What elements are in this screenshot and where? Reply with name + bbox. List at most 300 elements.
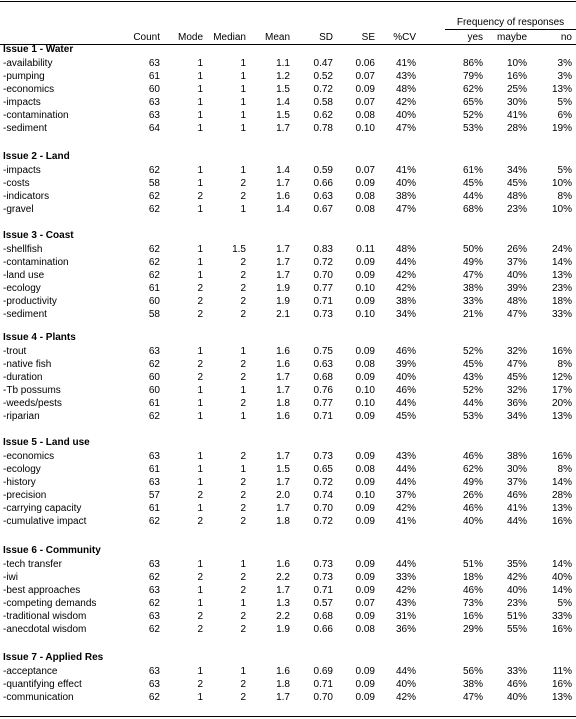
maybe-cell: 32% [506, 345, 527, 357]
se-cell: 0.09 [355, 516, 375, 527]
mean-cell: 1.6 [276, 190, 290, 202]
median-cell: 2 [240, 371, 246, 383]
frequency-heading-rule [445, 29, 576, 30]
yes-cell: 56% [462, 665, 483, 677]
mode-cell: 2 [197, 295, 203, 307]
row-label: -pumping [3, 70, 45, 82]
no-cell: 14% [551, 584, 572, 596]
yes-cell: 45% [462, 177, 483, 189]
mode-cell: 1 [197, 243, 203, 255]
se-cell: 0.09 [355, 502, 375, 514]
no-cell: 13% [551, 502, 572, 514]
cv-cell: 42% [395, 502, 416, 514]
median-cell: 2 [240, 691, 246, 703]
cv-cell: 39% [395, 358, 416, 370]
row-label: -trout [3, 345, 27, 357]
no-cell: 12% [551, 371, 572, 383]
mean-cell: 1.7 [276, 584, 290, 596]
no-cell: 8% [557, 463, 572, 475]
sd-cell: 0.70 [313, 691, 333, 703]
median-cell: 2 [240, 256, 246, 268]
no-cell: 11% [552, 665, 572, 677]
mean-cell: 1.4 [276, 203, 290, 215]
se-cell: 0.09 [355, 571, 375, 583]
count-cell: 63 [148, 96, 160, 108]
se-cell: 0.11 [356, 243, 375, 255]
row-label: -carrying capacity [3, 502, 82, 514]
column-header-no: no [560, 32, 572, 43]
column-header-mean: Mean [264, 32, 290, 43]
sd-cell: 0.57 [313, 597, 333, 609]
count-cell: 60 [148, 384, 160, 396]
section-heading: Issue 4 - Plants [3, 332, 76, 343]
no-cell: 33% [551, 309, 572, 320]
median-cell: 1 [240, 411, 246, 422]
se-cell: 0.10 [355, 282, 375, 294]
yes-cell: 62% [462, 83, 483, 95]
no-cell: 33% [551, 610, 572, 622]
section-heading: Issue 1 - Water [3, 44, 74, 55]
count-cell: 62 [148, 571, 160, 583]
no-cell: 40% [551, 571, 572, 583]
cv-cell: 40% [395, 678, 416, 690]
sd-cell: 0.62 [313, 109, 333, 121]
section-heading: Issue 3 - Coast [3, 230, 74, 241]
maybe-cell: 30% [506, 463, 527, 475]
count-cell: 63 [148, 345, 160, 357]
sd-cell: 0.72 [313, 83, 333, 95]
mode-cell: 1 [197, 502, 203, 514]
maybe-cell: 51% [506, 610, 527, 622]
median-cell: 2 [240, 309, 246, 320]
cv-cell: 38% [395, 190, 416, 202]
cv-cell: 42% [395, 584, 416, 596]
row-label: -Tb possums [3, 384, 61, 396]
mean-cell: 1.7 [276, 476, 290, 488]
maybe-cell: 44% [506, 516, 527, 527]
maybe-cell: 47% [506, 309, 527, 320]
se-cell: 0.09 [355, 678, 375, 690]
mean-cell: 2.1 [276, 309, 290, 320]
count-cell: 62 [148, 624, 160, 635]
maybe-cell: 47% [506, 358, 527, 370]
sd-cell: 0.75 [313, 345, 333, 357]
maybe-cell: 46% [506, 489, 527, 501]
row-label: -availability [3, 57, 53, 69]
count-cell: 61 [148, 70, 160, 82]
sd-cell: 0.68 [313, 371, 333, 383]
mean-cell: 1.9 [276, 282, 290, 294]
no-cell: 17% [551, 384, 572, 396]
median-cell: 1 [240, 558, 246, 570]
cv-cell: 44% [395, 476, 416, 488]
median-cell: 2 [240, 584, 246, 596]
maybe-cell: 48% [506, 190, 527, 202]
se-cell: 0.08 [355, 624, 375, 635]
yes-cell: 47% [462, 269, 483, 281]
mode-cell: 1 [197, 397, 203, 409]
count-cell: 63 [148, 558, 160, 570]
cv-cell: 36% [395, 624, 416, 635]
yes-cell: 40% [462, 516, 483, 527]
sd-cell: 0.69 [313, 665, 333, 677]
yes-cell: 46% [462, 450, 483, 462]
row-label: -communication [3, 691, 74, 703]
count-cell: 63 [148, 584, 160, 596]
cv-cell: 31% [395, 610, 416, 622]
count-cell: 63 [148, 109, 160, 121]
row-label: -indicators [3, 190, 50, 202]
mean-cell: 1.7 [276, 243, 290, 255]
yes-cell: 33% [462, 295, 483, 307]
se-cell: 0.09 [355, 610, 375, 622]
median-cell: 1 [240, 70, 246, 82]
mode-cell: 1 [197, 665, 203, 677]
mean-cell: 1.7 [276, 371, 290, 383]
row-label: -ecology [3, 463, 41, 475]
maybe-cell: 41% [506, 109, 527, 121]
count-cell: 62 [148, 256, 160, 268]
section-heading: Issue 2 - Land [3, 151, 70, 162]
mean-cell: 1.3 [276, 597, 290, 609]
maybe-cell: 16% [506, 70, 527, 82]
cv-cell: 43% [395, 450, 416, 462]
mode-cell: 2 [197, 282, 203, 294]
se-cell: 0.09 [355, 691, 375, 703]
no-cell: 13% [551, 83, 572, 95]
sd-cell: 0.66 [313, 624, 333, 635]
mean-cell: 1.9 [276, 624, 290, 635]
row-label: -traditional wisdom [3, 610, 87, 622]
sd-cell: 0.73 [313, 571, 333, 583]
sd-cell: 0.71 [313, 411, 333, 422]
yes-cell: 43% [462, 371, 483, 383]
median-cell: 1.5 [232, 243, 246, 255]
median-cell: 2 [240, 476, 246, 488]
no-cell: 16% [551, 624, 572, 635]
mode-cell: 1 [197, 164, 203, 176]
mean-cell: 1.7 [276, 502, 290, 514]
mean-cell: 1.8 [276, 516, 290, 527]
sd-cell: 0.70 [313, 269, 333, 281]
cv-cell: 40% [395, 177, 416, 189]
mean-cell: 2.2 [276, 610, 290, 622]
mode-cell: 2 [197, 516, 203, 527]
row-label: -contamination [3, 256, 69, 268]
median-cell: 1 [240, 123, 246, 134]
cv-cell: 48% [395, 243, 416, 255]
count-cell: 61 [148, 502, 160, 514]
count-cell: 58 [148, 177, 160, 189]
no-cell: 14% [551, 256, 572, 268]
table-top-rule [0, 1, 576, 2]
maybe-cell: 46% [506, 678, 527, 690]
se-cell: 0.09 [355, 584, 375, 596]
cv-cell: 44% [395, 558, 416, 570]
yes-cell: 46% [462, 502, 483, 514]
count-cell: 63 [148, 665, 160, 677]
row-label: -sediment [3, 123, 47, 134]
count-cell: 61 [148, 282, 160, 294]
yes-cell: 50% [462, 243, 483, 255]
column-header-se: SE [361, 32, 375, 43]
row-label: -productivity [3, 295, 57, 307]
maybe-cell: 48% [506, 295, 527, 307]
maybe-cell: 38% [506, 450, 527, 462]
no-cell: 20% [551, 397, 572, 409]
maybe-cell: 36% [506, 397, 527, 409]
median-cell: 2 [240, 269, 246, 281]
median-cell: 2 [240, 624, 246, 635]
se-cell: 0.09 [355, 83, 375, 95]
row-label: -sediment [3, 309, 47, 320]
se-cell: 0.09 [355, 295, 375, 307]
mean-cell: 1.7 [276, 256, 290, 268]
yes-cell: 26% [462, 489, 483, 501]
table-bottom-rule [0, 716, 576, 717]
cv-cell: 33% [395, 571, 416, 583]
maybe-cell: 30% [506, 96, 527, 108]
count-cell: 57 [148, 489, 160, 501]
se-cell: 0.09 [355, 411, 375, 422]
median-cell: 1 [240, 203, 246, 215]
yes-cell: 38% [462, 678, 483, 690]
mode-cell: 1 [197, 109, 203, 121]
no-cell: 16% [551, 450, 572, 462]
mode-cell: 1 [197, 123, 203, 134]
no-cell: 13% [551, 269, 572, 281]
median-cell: 2 [240, 295, 246, 307]
cv-cell: 48% [395, 83, 416, 95]
sd-cell: 0.78 [313, 123, 333, 134]
yes-cell: 52% [462, 384, 483, 396]
row-label: -cumulative impact [3, 516, 87, 527]
sd-cell: 0.72 [313, 516, 333, 527]
no-cell: 14% [551, 476, 572, 488]
cv-cell: 34% [395, 309, 416, 320]
cv-cell: 46% [395, 384, 416, 396]
sd-cell: 0.70 [313, 502, 333, 514]
sd-cell: 0.71 [313, 584, 333, 596]
mean-cell: 1.9 [276, 295, 290, 307]
sd-cell: 0.72 [313, 256, 333, 268]
no-cell: 24% [551, 243, 572, 255]
no-cell: 8% [557, 190, 572, 202]
median-cell: 1 [240, 384, 246, 396]
row-label: -tech transfer [3, 558, 62, 570]
yes-cell: 38% [462, 282, 483, 294]
mode-cell: 1 [197, 584, 203, 596]
se-cell: 0.10 [355, 384, 375, 396]
cv-cell: 41% [395, 164, 416, 176]
mean-cell: 1.7 [276, 123, 290, 134]
sd-cell: 0.58 [313, 96, 333, 108]
se-cell: 0.09 [355, 256, 375, 268]
row-label: -acceptance [3, 665, 58, 677]
count-cell: 62 [148, 269, 160, 281]
count-cell: 63 [148, 476, 160, 488]
cv-cell: 42% [395, 691, 416, 703]
mode-cell: 1 [197, 476, 203, 488]
no-cell: 16% [551, 678, 572, 690]
mode-cell: 2 [197, 678, 203, 690]
maybe-cell: 25% [506, 83, 527, 95]
se-cell: 0.09 [355, 371, 375, 383]
count-cell: 62 [148, 597, 160, 609]
mean-cell: 1.7 [276, 384, 290, 396]
row-label: -history [3, 476, 36, 488]
cv-cell: 42% [395, 282, 416, 294]
count-cell: 62 [148, 691, 160, 703]
mode-cell: 1 [197, 691, 203, 703]
count-cell: 62 [148, 190, 160, 202]
cv-cell: 44% [395, 256, 416, 268]
cv-cell: 38% [395, 295, 416, 307]
maybe-cell: 35% [506, 558, 527, 570]
median-cell: 1 [240, 96, 246, 108]
sd-cell: 0.73 [313, 558, 333, 570]
no-cell: 14% [551, 558, 572, 570]
mean-cell: 1.7 [276, 450, 290, 462]
yes-cell: 53% [462, 123, 483, 134]
median-cell: 2 [240, 678, 246, 690]
count-cell: 62 [148, 203, 160, 215]
mode-cell: 1 [197, 203, 203, 215]
count-cell: 60 [148, 83, 160, 95]
row-label: -contamination [3, 109, 69, 121]
sd-cell: 0.73 [313, 309, 333, 320]
se-cell: 0.08 [355, 463, 375, 475]
mode-cell: 1 [197, 558, 203, 570]
mode-cell: 2 [197, 371, 203, 383]
maybe-cell: 40% [506, 584, 527, 596]
count-cell: 63 [148, 57, 160, 69]
se-cell: 0.10 [355, 309, 375, 320]
median-cell: 2 [240, 571, 246, 583]
median-cell: 1 [240, 345, 246, 357]
mode-cell: 2 [197, 190, 203, 202]
median-cell: 2 [240, 190, 246, 202]
mode-cell: 2 [197, 489, 203, 501]
mode-cell: 1 [197, 70, 203, 82]
no-cell: 19% [551, 123, 572, 134]
median-cell: 1 [240, 597, 246, 609]
section-heading: Issue 5 - Land use [3, 437, 90, 448]
mean-cell: 1.8 [276, 678, 290, 690]
no-cell: 13% [551, 691, 572, 703]
no-cell: 23% [551, 282, 572, 294]
yes-cell: 46% [462, 584, 483, 596]
median-cell: 2 [240, 610, 246, 622]
se-cell: 0.09 [355, 269, 375, 281]
sd-cell: 0.68 [313, 610, 333, 622]
mean-cell: 1.6 [276, 411, 290, 422]
mode-cell: 1 [197, 411, 203, 422]
median-cell: 2 [240, 516, 246, 527]
median-cell: 2 [240, 177, 246, 189]
mean-cell: 1.5 [276, 463, 290, 475]
no-cell: 10% [551, 177, 572, 189]
row-label: -impacts [3, 96, 41, 108]
se-cell: 0.08 [355, 109, 375, 121]
mean-cell: 1.8 [276, 397, 290, 409]
row-label: -land use [3, 269, 45, 281]
cv-cell: 40% [395, 109, 416, 121]
mode-cell: 1 [197, 345, 203, 357]
count-cell: 63 [148, 450, 160, 462]
cv-cell: 44% [395, 397, 416, 409]
yes-cell: 68% [462, 203, 483, 215]
no-cell: 5% [557, 96, 572, 108]
mode-cell: 1 [197, 269, 203, 281]
median-cell: 2 [240, 450, 246, 462]
cv-cell: 41% [395, 57, 416, 69]
cv-cell: 46% [395, 345, 416, 357]
maybe-cell: 37% [506, 476, 527, 488]
row-label: -quantifying effect [3, 678, 82, 690]
median-cell: 2 [240, 282, 246, 294]
maybe-cell: 39% [506, 282, 527, 294]
se-cell: 0.08 [355, 203, 375, 215]
cv-cell: 42% [395, 96, 416, 108]
column-header-mode: Mode [177, 32, 203, 43]
no-cell: 16% [551, 345, 572, 357]
no-cell: 28% [551, 489, 572, 501]
section-heading: Issue 6 - Community [3, 545, 101, 556]
cv-cell: 44% [395, 463, 416, 475]
row-label: -riparian [3, 411, 40, 422]
row-label: -costs [3, 177, 30, 189]
row-label: -anecdotal wisdom [3, 624, 87, 635]
count-cell: 62 [148, 411, 160, 422]
cv-cell: 44% [395, 665, 416, 677]
no-cell: 13% [551, 411, 572, 422]
maybe-cell: 42% [506, 571, 527, 583]
no-cell: 18% [551, 295, 572, 307]
mean-cell: 1.7 [276, 177, 290, 189]
sd-cell: 0.67 [313, 203, 333, 215]
median-cell: 2 [240, 502, 246, 514]
count-cell: 62 [148, 164, 160, 176]
row-label: -precision [3, 489, 47, 501]
mode-cell: 1 [197, 384, 203, 396]
no-cell: 6% [557, 109, 572, 121]
mean-cell: 2.0 [276, 489, 290, 501]
sd-cell: 0.63 [313, 358, 333, 370]
mean-cell: 1.7 [276, 269, 290, 281]
mean-cell: 1.1 [276, 57, 290, 69]
sd-cell: 0.65 [313, 463, 333, 475]
mean-cell: 1.4 [276, 164, 290, 176]
median-cell: 2 [240, 489, 246, 501]
no-cell: 5% [557, 164, 572, 176]
sd-cell: 0.71 [313, 295, 333, 307]
sd-cell: 0.59 [313, 164, 333, 176]
mode-cell: 2 [197, 309, 203, 320]
count-cell: 60 [148, 295, 160, 307]
no-cell: 3% [557, 57, 572, 69]
median-cell: 1 [240, 57, 246, 69]
column-header-sd: SD [319, 32, 333, 43]
se-cell: 0.08 [355, 190, 375, 202]
cv-cell: 40% [395, 371, 416, 383]
yes-cell: 18% [462, 571, 483, 583]
mode-cell: 1 [197, 57, 203, 69]
mean-cell: 1.6 [276, 345, 290, 357]
mean-cell: 1.5 [276, 109, 290, 121]
mode-cell: 1 [197, 463, 203, 475]
cv-cell: 47% [395, 203, 416, 215]
